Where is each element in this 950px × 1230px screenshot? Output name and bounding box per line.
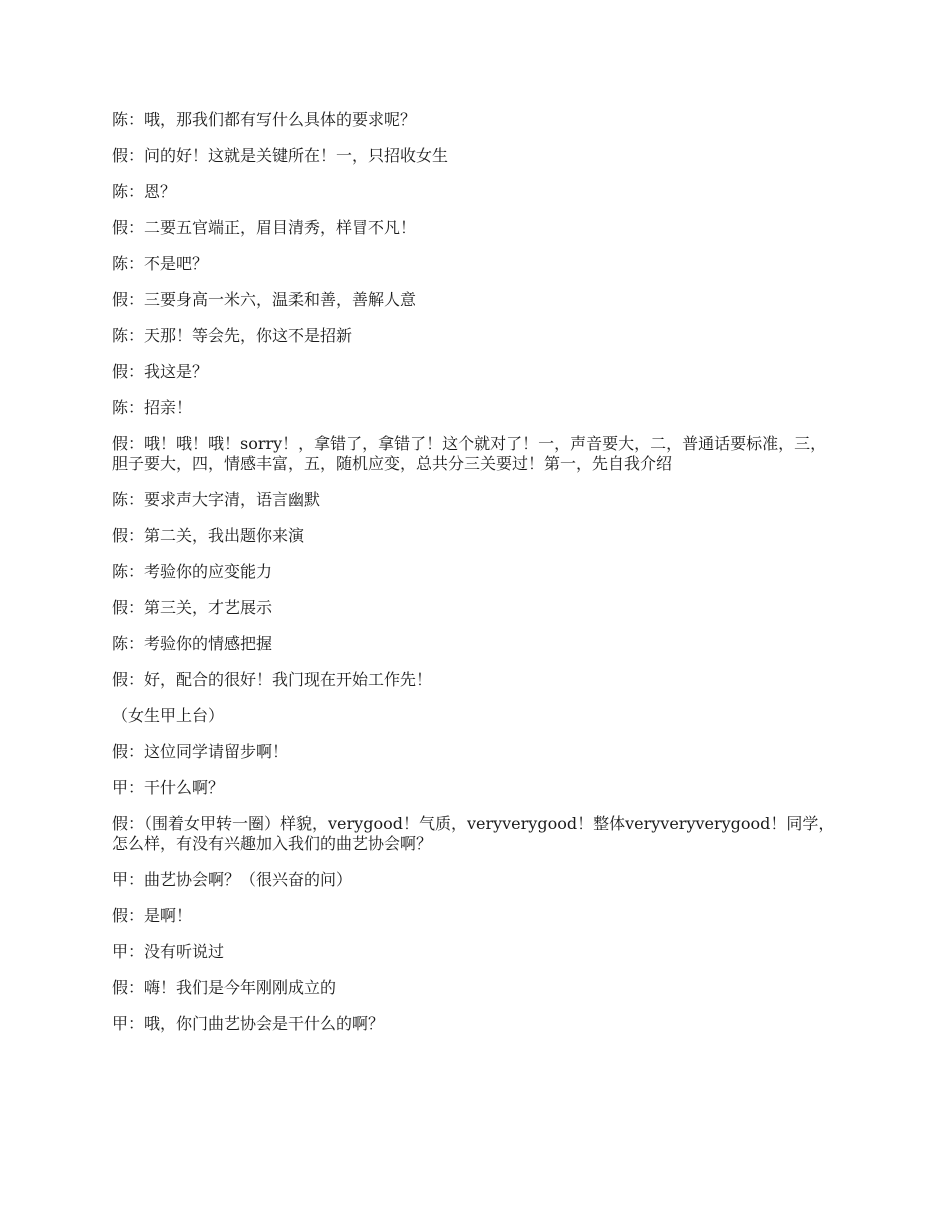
dialogue-line: 甲：干什么啊？ [112, 778, 225, 797]
dialogue-line: 甲：曲艺协会啊？（很兴奋的问） [112, 870, 353, 889]
dialogue-line: 陈：考验你的情感把握 [112, 634, 273, 653]
dialogue-line: 假：二要五官端正，眉目清秀，样冒不凡！ [112, 218, 417, 237]
dialogue-line: 假：这位同学请留步啊！ [112, 742, 289, 761]
dialogue-line: 陈：招亲！ [112, 398, 193, 417]
dialogue-line: 陈：要求声大字清，语言幽默 [112, 490, 321, 509]
dialogue-line: 假：是啊！ [112, 906, 193, 925]
dialogue-line: 陈：哦，那我们都有写什么具体的要求呢？ [112, 110, 417, 129]
stage-direction: （女生甲上台） [112, 706, 225, 725]
dialogue-line: 甲：没有听说过 [112, 942, 225, 961]
dialogue-line: 陈：考验你的应变能力 [112, 562, 273, 581]
dialogue-line: 陈：天那！等会先，你这不是招新 [112, 326, 353, 345]
dialogue-line: 假：三要身高一米六，温柔和善，善解人意 [112, 290, 417, 309]
dialogue-line: 假：问的好！这就是关键所在！一，只招收女生 [112, 146, 449, 165]
dialogue-line: 陈：恩？ [112, 182, 177, 201]
dialogue-line: 假：第三关，才艺展示 [112, 598, 273, 617]
dialogue-line: 陈：不是吧？ [112, 254, 209, 273]
dialogue-line: 假：我这是？ [112, 362, 209, 381]
dialogue-line: 甲：哦，你门曲艺协会是干什么的啊？ [112, 1014, 385, 1033]
script-text [112, 110, 842, 1050]
dialogue-line: 假：嗨！我们是今年刚刚成立的 [112, 978, 337, 997]
dialogue-line: 假：（围着女甲转一圈）样貌，verygood！气质，veryverygood！整体veryveryverygood！同学，怎么样，有没有兴趣加入我们的曲艺协会啊？ [112, 814, 835, 853]
dialogue-line: 假：好，配合的很好！我门现在开始工作先！ [112, 670, 433, 689]
dialogue-line: 假：哦！哦！哦！sorry！，拿错了，拿错了！这个就对了！一，声音要大，二，普通话要标准，三，胆子要大，四，情感丰富，五，随机应变，总共分三关要过！第一，先自我介绍 [112, 434, 827, 473]
dialogue-line: 假：第二关，我出题你来演 [112, 526, 305, 545]
